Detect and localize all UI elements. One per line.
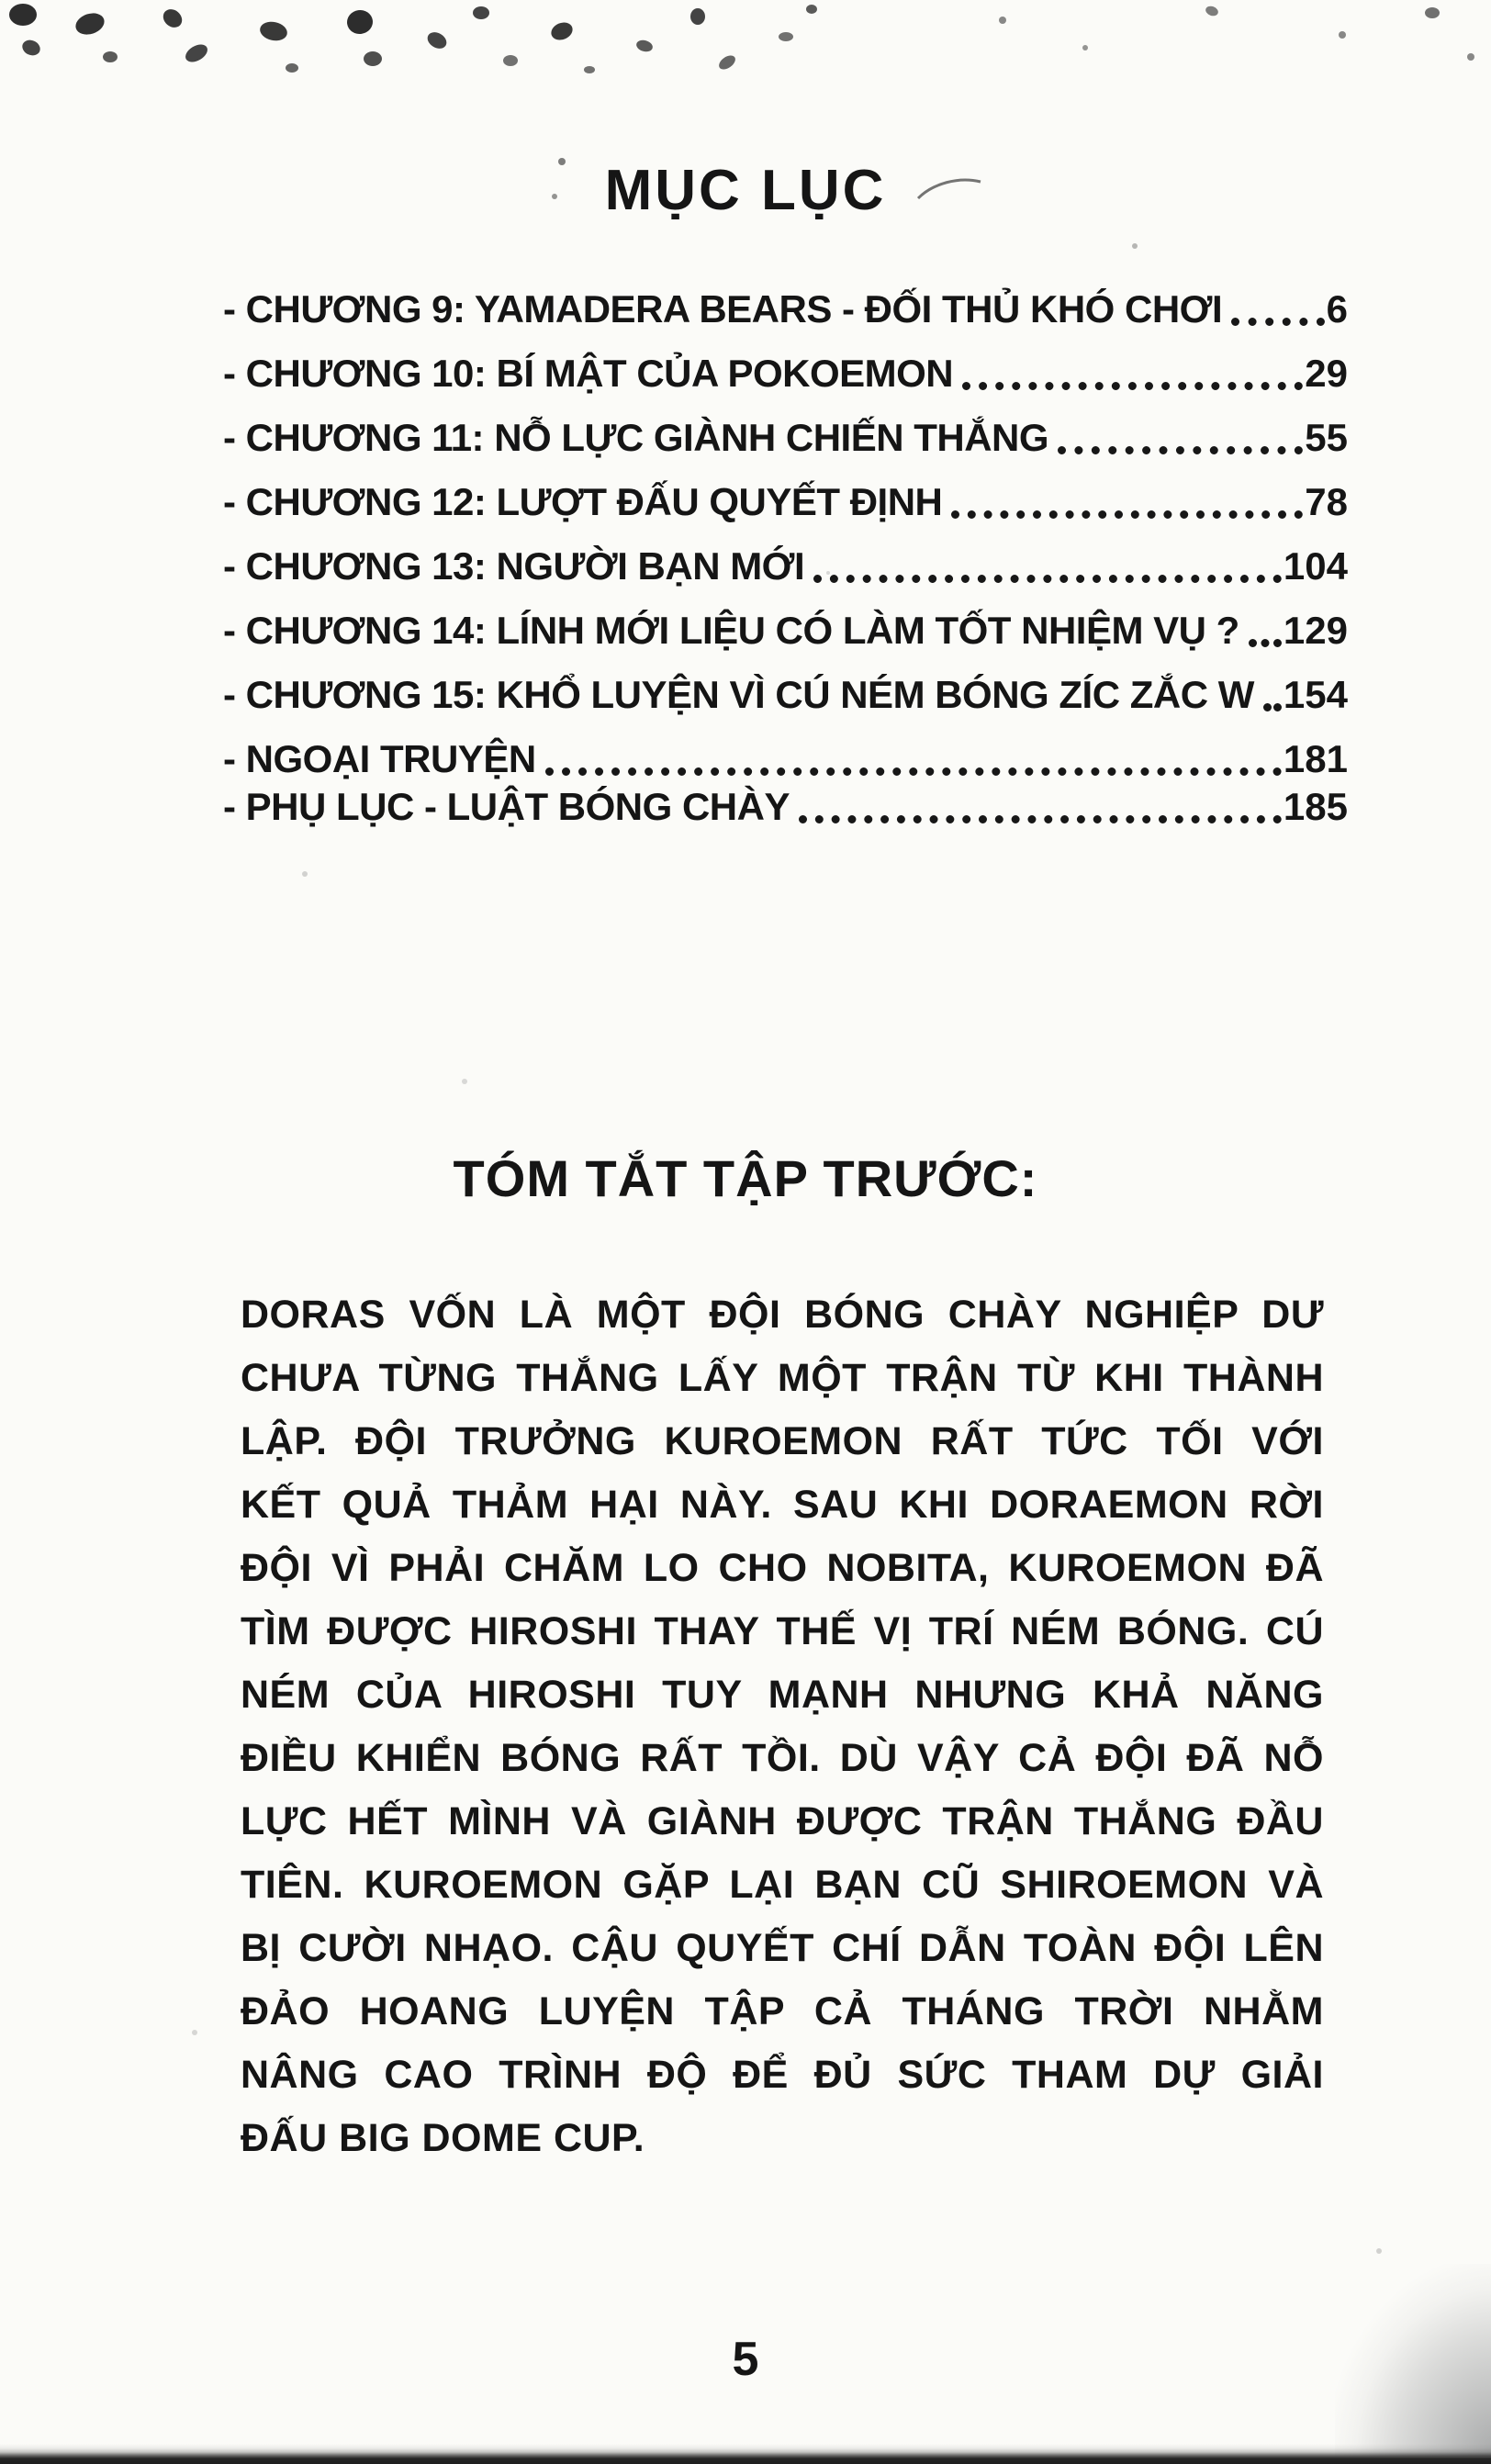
summary-line: ĐỘI VÌ PHẢI CHĂM LO CHO NOBITA, KUROEMON ĐÃ <box>241 1546 1324 1590</box>
dot-leader <box>1231 318 1324 326</box>
toc-entry-label: - PHỤ LỤC - LUẬT BÓNG CHÀY <box>223 785 790 828</box>
summary-line: CHƯA TỪNG THẮNG LẤY MỘT TRẬN TỪ KHI THÀNH <box>241 1356 1324 1400</box>
dot-leader <box>545 767 1282 776</box>
toc-entry-label: - CHƯƠNG 13: NGƯỜI BẠN MỚI <box>223 544 805 588</box>
toc-entry-page: 181 <box>1283 737 1348 780</box>
toc-entry-label: - NGOẠI TRUYỆN <box>223 737 536 780</box>
toc-entry-label: - CHƯƠNG 15: KHỔ LUYỆN VÌ CÚ NÉM BÓNG ZÍC ZẮC W <box>223 673 1254 716</box>
table-of-contents <box>223 286 1348 832</box>
dot-leader <box>813 575 1282 583</box>
summary-line: DORAS VỐN LÀ MỘT ĐỘI BÓNG CHÀY NGHIỆP DƯ <box>241 1293 1324 1337</box>
summary-line: ĐIỀU KHIỂN BÓNG RẤT TỒI. DÙ VẬY CẢ ĐỘI ĐÃ NỖ <box>241 1736 1324 1780</box>
toc-entry-page: 104 <box>1283 544 1348 588</box>
toc-entry <box>223 415 1348 461</box>
summary-line: ĐẤU BIG DOME CUP. <box>241 2116 645 2160</box>
summary-line: LẬP. ĐỘI TRƯỞNG KUROEMON RẤT TỨC TỐI VỚI <box>241 1419 1324 1463</box>
summary-line: KẾT QUẢ THẢM HẠI NÀY. SAU KHI DORAEMON RỜI <box>241 1483 1324 1527</box>
page-number: 5 <box>732 2333 759 2386</box>
summary-line: ĐẢO HOANG LUYỆN TẬP CẢ THÁNG TRỜI NHẰM <box>241 1989 1324 2033</box>
toc-entry-page: 78 <box>1305 480 1348 523</box>
dot-leader <box>1263 703 1282 711</box>
toc-entry-page: 29 <box>1305 352 1348 395</box>
toc-entry <box>223 543 1348 589</box>
dot-leader <box>1249 639 1282 647</box>
summary-line: NÂNG CAO TRÌNH ĐỘ ĐỂ ĐỦ SỨC THAM DỰ GIẢI <box>241 2053 1324 2097</box>
dot-leader <box>1058 446 1303 454</box>
toc-entry-page: 55 <box>1305 416 1348 459</box>
toc-entry-page: 185 <box>1283 785 1348 828</box>
toc-entry <box>223 736 1348 782</box>
summary-line: TIÊN. KUROEMON GẶP LẠI BẠN CŨ SHIROEMON VÀ <box>241 1863 1324 1907</box>
toc-entry-page: 6 <box>1326 287 1348 330</box>
toc-entry <box>223 351 1348 397</box>
toc-entry-label: - CHƯƠNG 14: LÍNH MỚI LIỆU CÓ LÀM TỐT NHIỆM VỤ ? <box>223 609 1239 652</box>
scan-smudge-bottom-right <box>1335 2264 1491 2457</box>
toc-entry <box>223 672 1348 718</box>
summary-line: LỰC HẾT MÌNH VÀ GIÀNH ĐƯỢC TRẬN THẮNG ĐẦU <box>241 1799 1324 1843</box>
toc-entry-label: - CHƯƠNG 10: BÍ MẬT CỦA POKOEMON <box>223 352 954 395</box>
toc-entry-label: - CHƯƠNG 11: NỖ LỰC GIÀNH CHIẾN THẮNG <box>223 416 1049 459</box>
toc-entry <box>223 286 1348 332</box>
summary-line: TÌM ĐƯỢC HIROSHI THAY THẾ VỊ TRÍ NÉM BÓNG. CÚ <box>241 1609 1324 1653</box>
dot-leader <box>951 510 1303 519</box>
summary-heading: TÓM TẮT TẬP TRƯỚC: <box>453 1149 1038 1207</box>
toc-entry-page: 129 <box>1283 609 1348 652</box>
toc-entry-page: 154 <box>1283 673 1348 716</box>
summary-line: NÉM CỦA HIROSHI TUY MẠNH NHƯNG KHẢ NĂNG <box>241 1673 1324 1717</box>
summary-body <box>241 1283 1324 2170</box>
toc-entry <box>223 608 1348 654</box>
scan-edge-bottom <box>0 2444 1491 2464</box>
dot-leader <box>799 815 1282 823</box>
page-title: MỤC LỤC <box>604 159 887 222</box>
toc-entry <box>223 784 1348 830</box>
summary-line: BỊ CƯỜI NHẠO. CẬU QUYẾT CHÍ DẪN TOÀN ĐỘI LÊN <box>241 1926 1324 1970</box>
toc-entry-label: - CHƯƠNG 9: YAMADERA BEARS - ĐỐI THỦ KHÓ CHƠI <box>223 287 1223 330</box>
dot-leader <box>962 382 1303 390</box>
toc-entry <box>223 479 1348 525</box>
toc-entry-label: - CHƯƠNG 12: LƯỢT ĐẤU QUYẾT ĐỊNH <box>223 480 943 523</box>
